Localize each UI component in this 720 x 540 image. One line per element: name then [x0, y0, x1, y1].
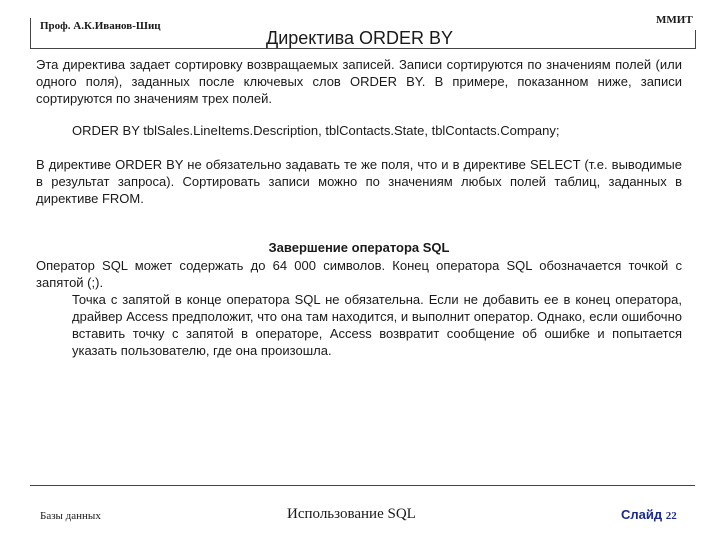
code-example: ORDER BY tblSales.LineItems.Description, tblContacts.State, tblContacts.Company;: [72, 123, 560, 138]
footer-topic: Использование SQL: [287, 506, 416, 522]
slide-number-label: [621, 507, 677, 522]
org-label: ММИТ: [656, 14, 693, 26]
header-rule-left: [30, 18, 31, 48]
header-rule-right: [695, 30, 696, 49]
slide-number: 22: [665, 510, 677, 522]
paragraph-order-by-fields: В директиве ORDER BY не обязательно задавать те же поля, что и в директиве SELECT (т.е. выводимые в результат запроса). Сортировать записи можно по значениям любых полей таблиц, заданных в директиве FROM.: [36, 157, 682, 206]
paragraph-semicolon: Точка с запятой в конце оператора SQL не обязательна. Если не добавить ее в конец оператора, драйвер Access предположит, что она там находится, и выполнит оператор. Однако, если ошибочно вставить точку с запятой в операторе, Access возвратит сообщение об ошибке и попытается указать пользователю, где она произошла.: [72, 292, 682, 358]
slide-label: Слайд: [621, 507, 663, 522]
section-heading: Завершение оператора SQL: [268, 240, 450, 255]
paragraph-sql-length: Оператор SQL может содержать до 64 000 символов. Конец оператора SQL обозначается точкой с запятой (;).: [36, 258, 682, 290]
slide-title: Директива ORDER BY: [266, 28, 454, 48]
footer-course: Базы данных: [40, 510, 101, 522]
author-label: Проф. А.К.Иванов-Шиц: [40, 20, 161, 32]
paragraph-order-by-intro: Эта директива задает сортировку возвращаемых записей. Записи сортируются по значениям полей (или одного поля), заданных после ключевых слов ORDER BY. В примере, показанном ниже, записи сортируются по значениям трех полей.: [36, 57, 682, 106]
footer-rule: [30, 485, 695, 486]
